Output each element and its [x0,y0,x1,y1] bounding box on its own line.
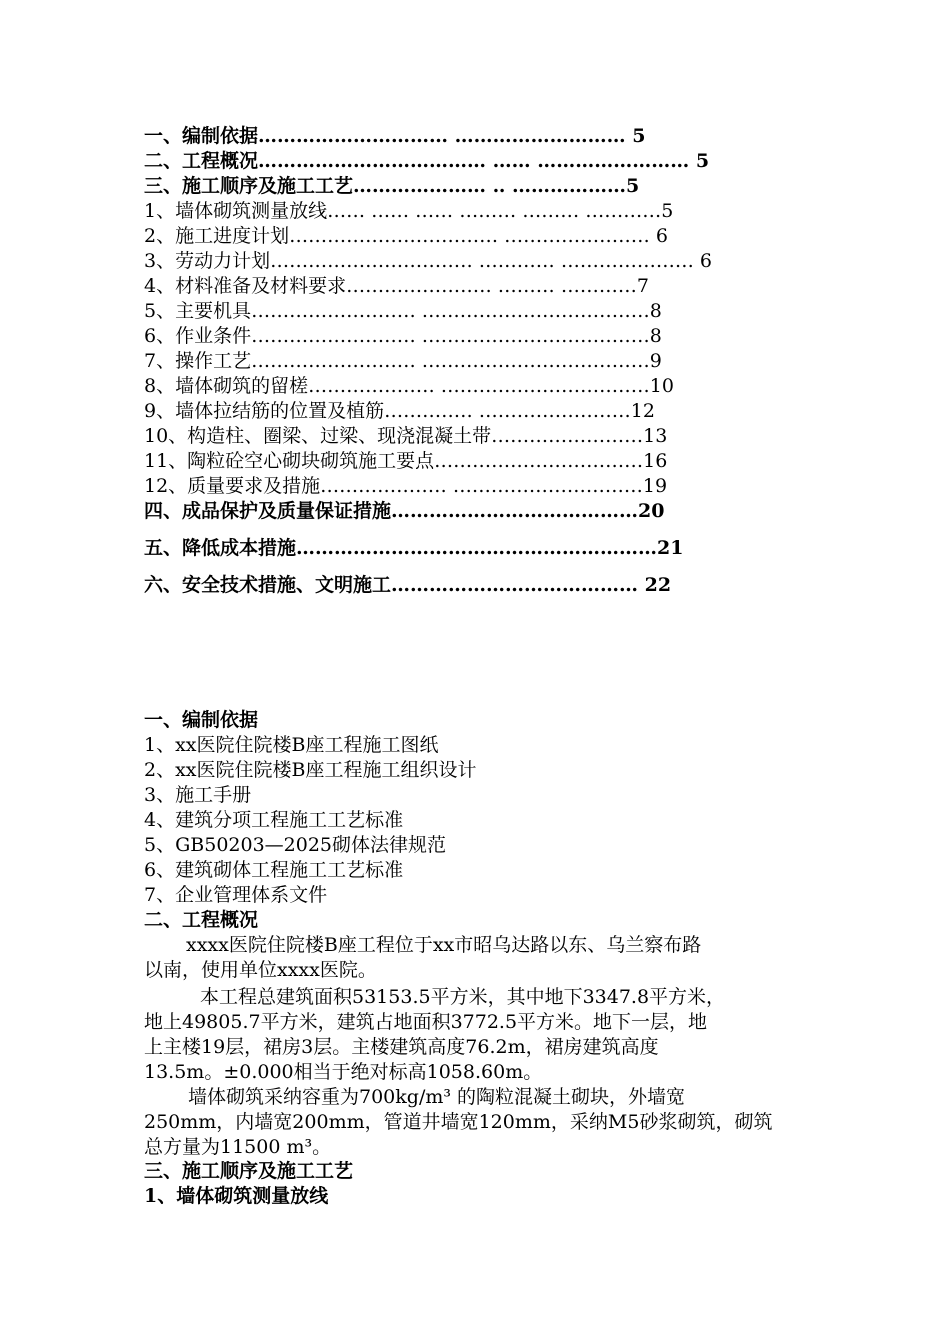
toc-entry[interactable]: 一、编制依据………………………… ……………………… 5 [144,125,646,147]
paragraph-line: 墙体砌筑采纳容重为700kg/m³ 的陶粒混凝土砌块，外墙宽 [188,1086,686,1108]
subsection-heading: 1、墙体砌筑测量放线 [144,1185,329,1207]
toc-entry[interactable]: 五、降低成本措施…………………………………………………21 [144,537,684,559]
list-item: 3、施工手册 [144,784,252,806]
toc-entry[interactable]: 11、陶粒砼空心砌块砌筑施工要点……………………………16 [144,450,668,472]
toc-entry[interactable]: 三、施工顺序及施工工艺………………… ‥ ………………5 [144,175,640,197]
paragraph-line: xxxx医院住院楼B座工程位于xx市昭乌达路以东、乌兰察布路 [186,934,702,956]
toc-entry[interactable]: 8、墙体砌筑的留槎………………‥ ……………………………10 [144,375,674,397]
section-heading: 一、编制依据 [144,709,259,731]
section-heading: 二、工程概况 [144,909,259,931]
list-item: 2、xx医院住院楼B座工程施工组织设计 [144,759,477,781]
toc-entry[interactable]: 4、材料准备及材料要求…………………‥ ……… …………7 [144,275,649,297]
toc-entry[interactable]: 6、作业条件……………………‥ ………………………………8 [144,325,662,347]
list-item: 1、xx医院住院楼B座工程施工图纸 [144,734,439,756]
toc-entry[interactable]: 7、操作工艺……………………‥ ………………………………9 [144,350,662,372]
toc-entry[interactable]: 二、工程概况……………………………… …… …………………… 5 [144,150,710,172]
paragraph-line: 上主楼19层，裙房3层。主楼建筑高度76.2m，裙房建筑高度 [144,1036,659,1058]
paragraph-line: 总方量为11500 m³。 [144,1136,332,1158]
section-heading: 三、施工顺序及施工工艺 [144,1160,354,1182]
toc-entry[interactable]: 六、安全技术措施、文明施工………………………………… 22 [144,574,672,596]
toc-entry[interactable]: 5、主要机具……………………‥ ………………………………8 [144,300,662,322]
toc-entry[interactable]: 3、劳动力计划…………………………‥ ………… ………………… 6 [144,250,712,272]
toc-entry[interactable]: 10、构造柱、圈梁、过梁、现浇混凝土带……………………13 [144,425,668,447]
toc-entry[interactable]: 1、墙体砌筑测量放线…… …… …… ……… ……… …………5 [144,200,674,222]
toc-entry[interactable]: 四、成品保护及质量保证措施…………………………………20 [144,500,665,522]
toc-entry[interactable]: 12、质量要求及措施………………‥ …………………………19 [144,475,668,497]
toc-entry[interactable]: 9、墙体拉结筋的位置及植筋…………‥ ……………………12 [144,400,655,422]
paragraph-line: 以南，使用单位xxxx医院。 [144,959,377,981]
paragraph-line: 地上49805.7平方米，建筑占地面积3772.5平方米。地下一层，地 [144,1011,708,1033]
list-item: 5、GB50203—2025砌体法律规范 [144,834,447,856]
paragraph-line: 13.5m。±0.000相当于绝对标高1058.60m。 [144,1061,543,1083]
toc-entry[interactable]: 2、施工进度计划…………………………… …………………‥ 6 [144,225,668,247]
paragraph-line: 本工程总建筑面积53153.5平方米，其中地下3347.8平方米， [200,986,726,1008]
list-item: 7、企业管理体系文件 [144,884,328,906]
paragraph-line: 250mm，内墙宽200mm，管道井墙宽120mm，采纳M5砂浆砌筑，砌筑 [144,1111,773,1133]
list-item: 4、建筑分项工程施工工艺标准 [144,809,404,831]
list-item: 6、建筑砌体工程施工工艺标准 [144,859,404,881]
